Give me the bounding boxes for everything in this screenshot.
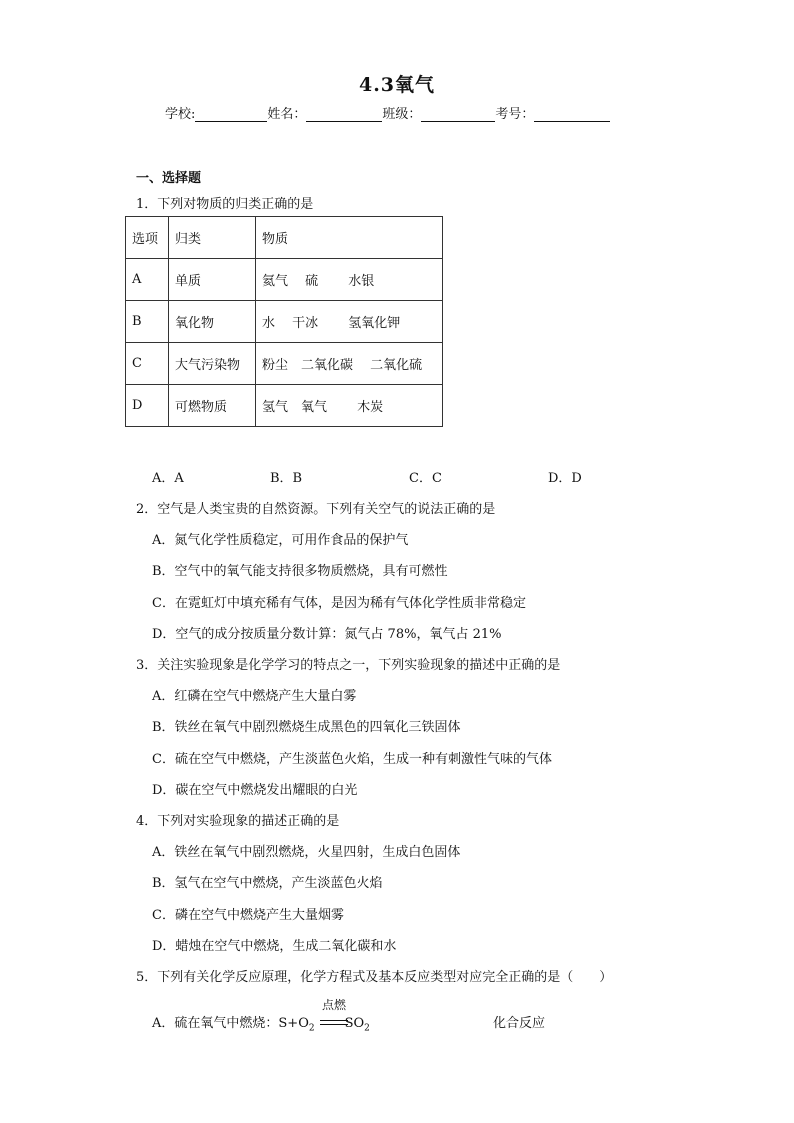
exam-number-blank[interactable] xyxy=(534,107,610,122)
question-2-option-d[interactable]: D．空气的成分按质量分数计算：氮气占 78%，氧气占 21% xyxy=(152,627,502,642)
table-row xyxy=(126,385,443,427)
table-cell: 氢气 氧气 木炭 xyxy=(256,385,443,427)
table-row xyxy=(126,259,443,301)
equation-reactants: S+O xyxy=(278,1016,309,1031)
table-cell: 粉尘 二氧化碳 二氧化硫 xyxy=(256,343,443,385)
reaction-type: 化合反应 xyxy=(493,1016,546,1031)
question-3-stem: 3．关注实验现象是化学学习的特点之一，下列实验现象的描述中正确的是 xyxy=(136,658,561,673)
table-header-cell: 选项 xyxy=(126,217,169,259)
table-cell: 单质 xyxy=(169,259,256,301)
table-header-row xyxy=(126,217,443,259)
question-3-option-d[interactable]: D．碳在空气中燃烧发出耀眼的白光 xyxy=(152,783,358,798)
classification-table xyxy=(125,216,443,427)
name-label: 姓名： xyxy=(267,107,307,122)
question-2-option-a[interactable]: A．氮气化学性质稳定，可用作食品的保护气 xyxy=(152,533,409,548)
name-blank[interactable] xyxy=(306,107,382,122)
table-cell: C xyxy=(126,343,169,385)
table-header-cell: 物质 xyxy=(256,217,443,259)
page-title: 4.3氧气 xyxy=(358,74,436,96)
table-cell: B xyxy=(126,301,169,343)
table-cell: 水 干冰 氢氧化钾 xyxy=(256,301,443,343)
question-3-option-b[interactable]: B．铁丝在氧气中剧烈燃烧生成黑色的四氧化三铁固体 xyxy=(152,720,461,735)
choice-c[interactable]: C．C xyxy=(409,471,442,486)
student-info-line xyxy=(165,103,635,122)
table-header-cell: 归类 xyxy=(169,217,256,259)
section-title: 一、选择题 xyxy=(136,171,202,186)
choice-d[interactable]: D．D xyxy=(548,471,582,486)
question-1-stem: 1．下列对物质的归类正确的是 xyxy=(136,197,314,212)
school-label: 学校: xyxy=(165,107,196,122)
question-5-stem: 5．下列有关化学反应原理，化学方程式及基本反应类型对应完全正确的是（ ） xyxy=(136,970,613,985)
reactant-subscript: 2 xyxy=(308,1023,315,1034)
question-2-stem: 2．空气是人类宝贵的自然资源。下列有关空气的说法正确的是 xyxy=(136,502,496,517)
product-subscript: 2 xyxy=(364,1023,370,1034)
equation-product: SO xyxy=(344,1016,365,1031)
question-3-option-a[interactable]: A．红磷在空气中燃烧产生大量白雾 xyxy=(152,689,357,704)
table-cell: 氧化物 xyxy=(169,301,256,343)
class-blank[interactable] xyxy=(421,107,495,122)
equals-sign-line xyxy=(320,1020,348,1025)
question-2-option-c[interactable]: C．在霓虹灯中填充稀有气体，是因为稀有气体化学性质非常稳定 xyxy=(152,596,526,611)
table-cell: 可燃物质 xyxy=(169,385,256,427)
question-4-option-d[interactable]: D．蜡烛在空气中燃烧，生成二氧化碳和水 xyxy=(152,939,397,954)
table-cell: A xyxy=(126,259,169,301)
question-4-option-a[interactable]: A．铁丝在氧气中剧烈燃烧，火星四射，生成白色固体 xyxy=(152,845,461,860)
question-4-option-c[interactable]: C．磷在空气中燃烧产生大量烟雾 xyxy=(152,908,344,923)
class-label: 班级： xyxy=(382,107,422,122)
table-cell: D xyxy=(126,385,169,427)
question-2-option-b[interactable]: B．空气中的氧气能支持很多物质燃烧，具有可燃性 xyxy=(152,564,448,579)
table-cell: 氦气 硫 水银 xyxy=(256,259,443,301)
question-4-option-b[interactable]: B．氢气在空气中燃烧，产生淡蓝色火焰 xyxy=(152,876,383,891)
choice-a[interactable]: A．A xyxy=(152,471,184,486)
table-row xyxy=(126,301,443,343)
table-cell: 大气污染物 xyxy=(169,343,256,385)
option-a-prefix: A．硫在氧气中燃烧： xyxy=(152,1016,279,1031)
question-4-stem: 4．下列对实验现象的描述正确的是 xyxy=(136,814,340,829)
choice-b[interactable]: B．B xyxy=(270,471,303,486)
reaction-condition: 点燃 xyxy=(322,998,347,1012)
question-3-option-c[interactable]: C．硫在空气中燃烧，产生淡蓝色火焰，生成一种有刺激性气味的气体 xyxy=(152,752,552,767)
table-row xyxy=(126,343,443,385)
exam-number-label: 考号： xyxy=(495,107,535,122)
school-blank[interactable] xyxy=(195,107,267,122)
